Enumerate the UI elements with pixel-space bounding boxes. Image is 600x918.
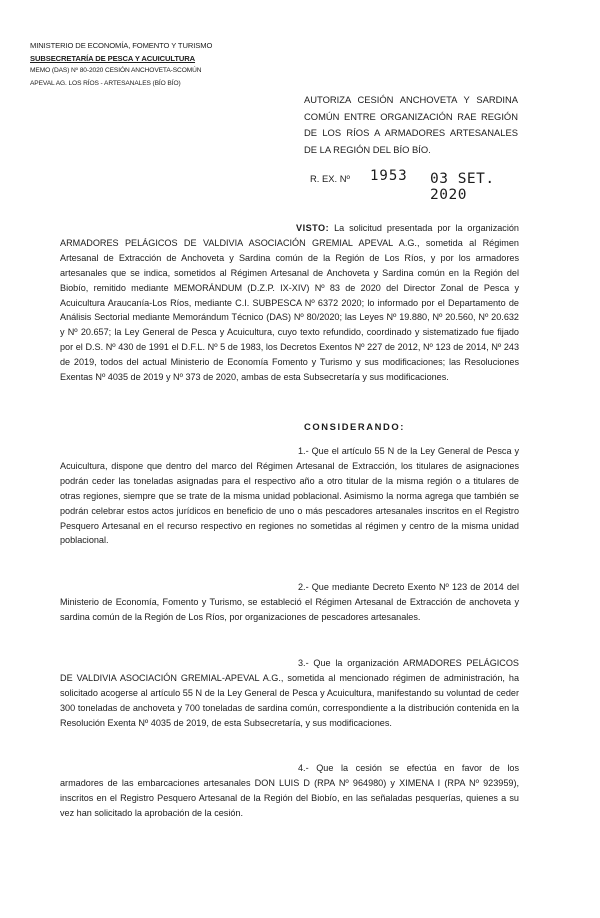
resolution-label: R. EX. Nº: [310, 173, 350, 184]
visto-paragraph: [60, 221, 519, 385]
considerando-item-4: 4.- Que la cesión se efectúa en favor de los armadores de las embarcaciones artesanales DON LUIS D (RPA Nº 964980) y XIMENA I (RPA Nº 923959), inscritos en el Registro Pesquero Artesanal de la Región del Biobío, en las señaladas pesquerías, quienes a su vez han solicitado la aprobación de la cesión.: [60, 763, 519, 818]
resolution-date: 03 SET. 2020: [430, 171, 495, 203]
resolution-subject: AUTORIZA CESIÓN ANCHOVETA Y SARDINA COMÚN ENTRE ORGANIZACIÓN RAE REGIÓN DE LOS RÍOS A ARMADORES ARTESANALES DE LA REGIÓN DEL BÍO BÍO.: [304, 94, 518, 155]
letterhead: [30, 40, 260, 90]
ministry-name: MINISTERIO DE ECONOMÍA, FOMENTO Y TURISMO: [30, 41, 213, 50]
considerando-heading: CONSIDERANDO:: [304, 421, 406, 432]
considerando-item-3: 3.- Que la organización ARMADORES PELÁGICOS DE VALDIVIA ASOCIACIÓN GREMIAL-APEVAL A.G., sometida al mencionado régimen de administración, ha solicitado acogerse al artículo 55 N de la Ley General de Pesca y Acuicultura, manifestando su voluntad de ceder 300 toneladas de anchoveta y 700 toneladas de sardina común, correspondiente a la distribución contenida en la Resolución Exenta Nº 4035 de 2019, de esta Subsecretaría, y sus modificaciones.: [60, 658, 519, 728]
memo-reference-line-2: APEVAL AG. LOS RÍOS - ARTESANALES (BÍO BÍO): [30, 79, 181, 87]
resolution-number-line: [310, 168, 532, 203]
visto-label: VISTO:: [296, 223, 330, 233]
visto-text: La solicitud presentada por la organización ARMADORES PELÁGICOS DE VALDIVIA ASOCIACIÓN GREMIAL APEVAL A.G., sometida al Régimen Artesanal de Extracción de Anchoveta y Sardina común de la Región de Los Ríos, y por los armadores artesanales que se indica, sometidos al Régimen Artesanal de Anchoveta y Sardina común en la Región del Biobío, remitido mediante MEMORÁNDUM (D.Z.P. IX-XIV) Nº 83 de 2020 del Director Zonal de Pesca y Acuicultura Araucanía-Los Ríos, mediante C.I. SUBPESCA Nº 6372 2020; lo informado por el Departamento de Análisis Sectorial mediante Memorándum Técnico (DAS) Nº 80/2020; las Leyes Nº 19.880, Nº 20.560, Nº 20.632 y Nº 20.657; la Ley General de Pesca y Acuicultura, cuyo texto refundido, coordinado y sistematizado fue fijado por el D.S. Nº 430 de 1991 el D.F.L. Nº 5 de 1983, los Decretos Exentos Nº 227 de 2012, Nº 123 de 2014, Nº 243 de 2019, todos del actual Ministerio de Economía Fomento y Turismo y sus modificaciones; las Resoluciones Exentas Nº 4035 de 2019 y Nº 373 de 2020, ambas de esta Subsecretaría y sus modificaciones.: [60, 223, 519, 383]
considerando-item-1: 1.- Que el artículo 55 N de la Ley General de Pesca y Acuicultura, dispone que dentro del marco del Régimen Artesanal de Extracción, los titulares de asignaciones podrán ceder las toneladas asignadas para el respectivo año a otro titular de la misma región o a titulares de otras regiones, siempre que se trate de la misma unidad poblacional. Asimismo la norma agrega que también se podrán celebrar estos actos jurídicos en beneficio de uno o más pescadores artesanales inscritos en el Registro Pesquero Artesanal en el recurso respectivo en regiones no sometidas al régimen y centro de la misma unidad poblacional.: [60, 446, 519, 546]
considerando-item-2: 2.- Que mediante Decreto Exento Nº 123 de 2014 del Ministerio de Economía, Fomento y Turismo, se estableció el Régimen Artesanal de Extracción de anchoveta y sardina común de la Región de Los Ríos, por organizaciones de pescadores artesanales.: [60, 582, 519, 622]
undersecretariat-name: SUBSECRETARÍA DE PESCA Y ACUICULTURA: [30, 53, 196, 63]
resolution-number: 1953: [370, 168, 408, 184]
memo-reference: MEMO (DAS) Nº 80-2020 CESIÓN ANCHOVETA-SCOMÚN: [30, 67, 202, 75]
